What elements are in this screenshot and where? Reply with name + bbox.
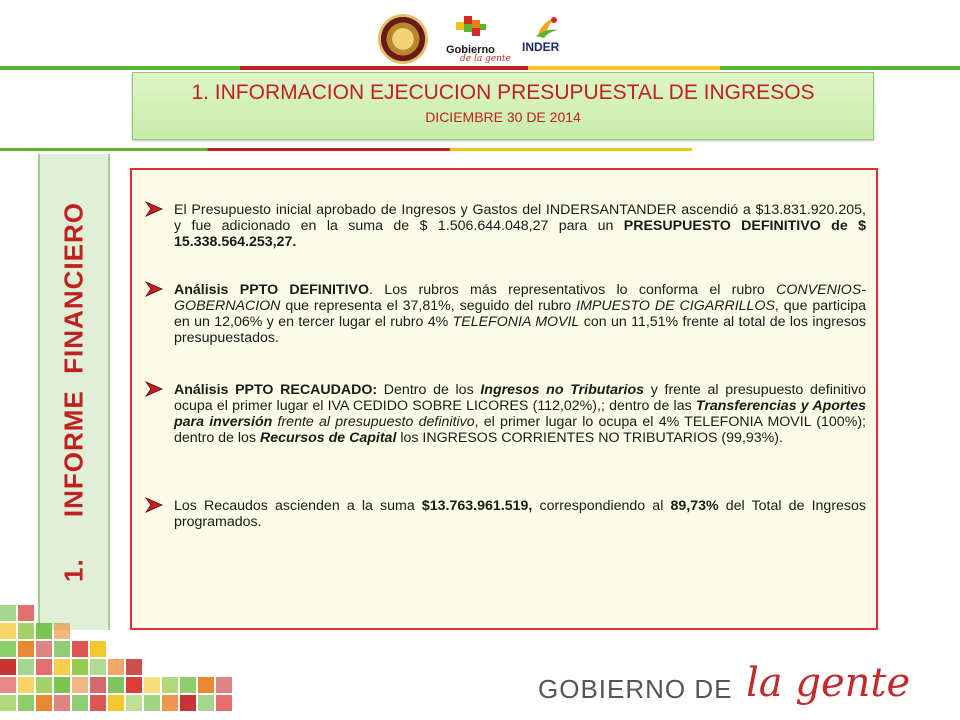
paragraph-1-text: [174, 202, 866, 250]
paragraph-1: [174, 202, 866, 250]
mosaic-tile: [0, 623, 16, 639]
mosaic-tile: [126, 677, 142, 693]
mosaic-tile: [126, 695, 142, 711]
mosaic-tile: [72, 659, 88, 675]
text-run: Análisis PPTO DEFINITIVO: [174, 282, 370, 298]
mosaic-tile: [126, 659, 142, 675]
footer-logo-script: la gente: [746, 660, 911, 706]
paragraph-2: [174, 282, 866, 346]
text-run: $13.763.961.519,: [421, 498, 533, 514]
text-run: del Total de Ingresos programados.: [174, 498, 867, 530]
mosaic-tile: [0, 605, 16, 621]
mosaic-tile: [90, 659, 106, 675]
mosaic-tile: [36, 695, 52, 711]
text-run: y frente al presupuesto definitivo ocupa el primer lugar el IVA CEDIDO SOBRE LICORES (112,02%),; dentro de las: [174, 382, 866, 414]
mosaic-tile: [144, 695, 160, 711]
arrow-bullet-icon: [144, 496, 164, 514]
mosaic-tile: [180, 677, 196, 693]
paragraph-4: [174, 498, 866, 530]
mosaic-tile: [36, 659, 52, 675]
mosaic-tile: [0, 641, 16, 657]
mosaic-tile: [18, 659, 34, 675]
gobierno-logo-subtext: de la gente: [460, 54, 511, 64]
mosaic-tile: [54, 641, 70, 657]
mosaic-tile: [54, 623, 70, 639]
arrow-bullet-icon: [144, 380, 164, 398]
arrow-bullet-icon: [144, 200, 164, 218]
paragraph-3: [174, 382, 866, 446]
mosaic-tile: [54, 659, 70, 675]
text-run: Recursos de Capital: [259, 430, 397, 446]
mosaic-tile: [54, 677, 70, 693]
text-run: 89,73%: [670, 498, 719, 514]
text-run: . Los rubros más representativos lo conforma el rubro: [369, 282, 777, 298]
inder-logo-icon: [532, 14, 562, 40]
text-run: IMPUESTO DE CIGARRILLOS: [576, 298, 775, 314]
mosaic-tile: [144, 677, 160, 693]
arrow-bullet-icon: [144, 280, 164, 298]
header-logos: [374, 10, 584, 70]
text-run: Análisis PPTO RECAUDADO:: [174, 382, 378, 398]
mosaic-tile: [90, 677, 106, 693]
text-run: Ingresos no Tributarios: [480, 382, 645, 398]
mosaic-tile: [180, 695, 196, 711]
text-run: frente al presupuesto definitivo: [272, 414, 475, 430]
mosaic-tile: [90, 641, 106, 657]
page-title: 1. INFORMACION EJECUCION PRESUPUESTAL DE INGRESOS: [191, 81, 815, 104]
text-run: Los Recaudos ascienden a la suma: [174, 498, 422, 514]
section-side-panel: [38, 154, 110, 630]
text-run: , el primer lugar lo ocupa el 4% TELEFONIA MOVIL (100%); dentro de los: [174, 414, 866, 446]
mosaic-tile: [0, 677, 16, 693]
mosaic-tile: [90, 695, 106, 711]
mosaic-tile: [198, 677, 214, 693]
mid-color-strip: [0, 148, 692, 151]
top-color-strip: [0, 66, 960, 70]
text-run: TELEFONIA MOVIL: [452, 314, 580, 330]
mosaic-tile: [162, 695, 178, 711]
page-subtitle: DICIEMBRE 30 DE 2014: [425, 109, 581, 125]
mosaic-tile: [0, 659, 16, 675]
paragraph-2-text: [174, 282, 866, 346]
mosaic-tile: [72, 641, 88, 657]
mosaic-tile: [18, 641, 34, 657]
mosaic-tile: [72, 677, 88, 693]
mosaic-tile: [36, 641, 52, 657]
text-run: los INGRESOS CORRIENTES NO TRIBUTARIOS (99,93%).: [396, 430, 783, 446]
decorative-mosaic: [0, 605, 220, 720]
text-run: , que participa en un 12,06% y en tercer lugar el rubro 4%: [174, 298, 866, 330]
text-run: correspondiendo al: [532, 498, 671, 514]
mosaic-tile: [36, 677, 52, 693]
mosaic-tile: [18, 695, 34, 711]
paragraph-3-text: [174, 382, 866, 446]
mosaic-tile: [18, 677, 34, 693]
mosaic-tile: [54, 695, 70, 711]
text-run: que representa el 37,81%, seguido del rubro: [280, 298, 577, 314]
gobierno-logo-icon: [454, 14, 488, 44]
title-banner: [132, 72, 874, 140]
mosaic-tile: [72, 695, 88, 711]
mosaic-tile: [108, 695, 124, 711]
mosaic-tile: [198, 695, 214, 711]
paragraph-4-text: [174, 498, 866, 530]
mosaic-tile: [18, 623, 34, 639]
text-run: con un 11,51% frente al total de los ingresos presupuestados.: [174, 314, 866, 346]
text-run: CONVENIOS-GOBERNACION: [174, 282, 867, 314]
mosaic-tile: [108, 677, 124, 693]
gobierno-logo-text: Gobierno: [446, 44, 495, 56]
footer-logo-text: GOBIERNO DE: [538, 674, 733, 704]
mosaic-tile: [18, 605, 34, 621]
mosaic-tile: [0, 695, 16, 711]
section-side-label: 1. INFORME FINANCIERO: [58, 202, 89, 582]
government-seal-icon: [378, 14, 428, 64]
text-run: El Presupuesto inicial aprobado de Ingresos y Gastos del INDERSANTANDER ascendió a $13.831.920.205, y fue adicionado en la suma de $ 1.506.644.048,27 para un: [174, 202, 866, 234]
mosaic-tile: [36, 623, 52, 639]
text-run: Dentro de los: [377, 382, 481, 398]
mosaic-tile: [216, 677, 232, 693]
mosaic-tile: [162, 677, 178, 693]
text-run: PRESUPUESTO DEFINITIVO de $ 15.338.564.253,27.: [174, 218, 867, 250]
mosaic-tile: [108, 659, 124, 675]
mosaic-tile: [216, 695, 232, 711]
content-box: [130, 168, 878, 630]
inder-logo-text: INDER: [522, 40, 560, 54]
text-run: Transferencias y Aportes para inversión: [174, 398, 866, 430]
